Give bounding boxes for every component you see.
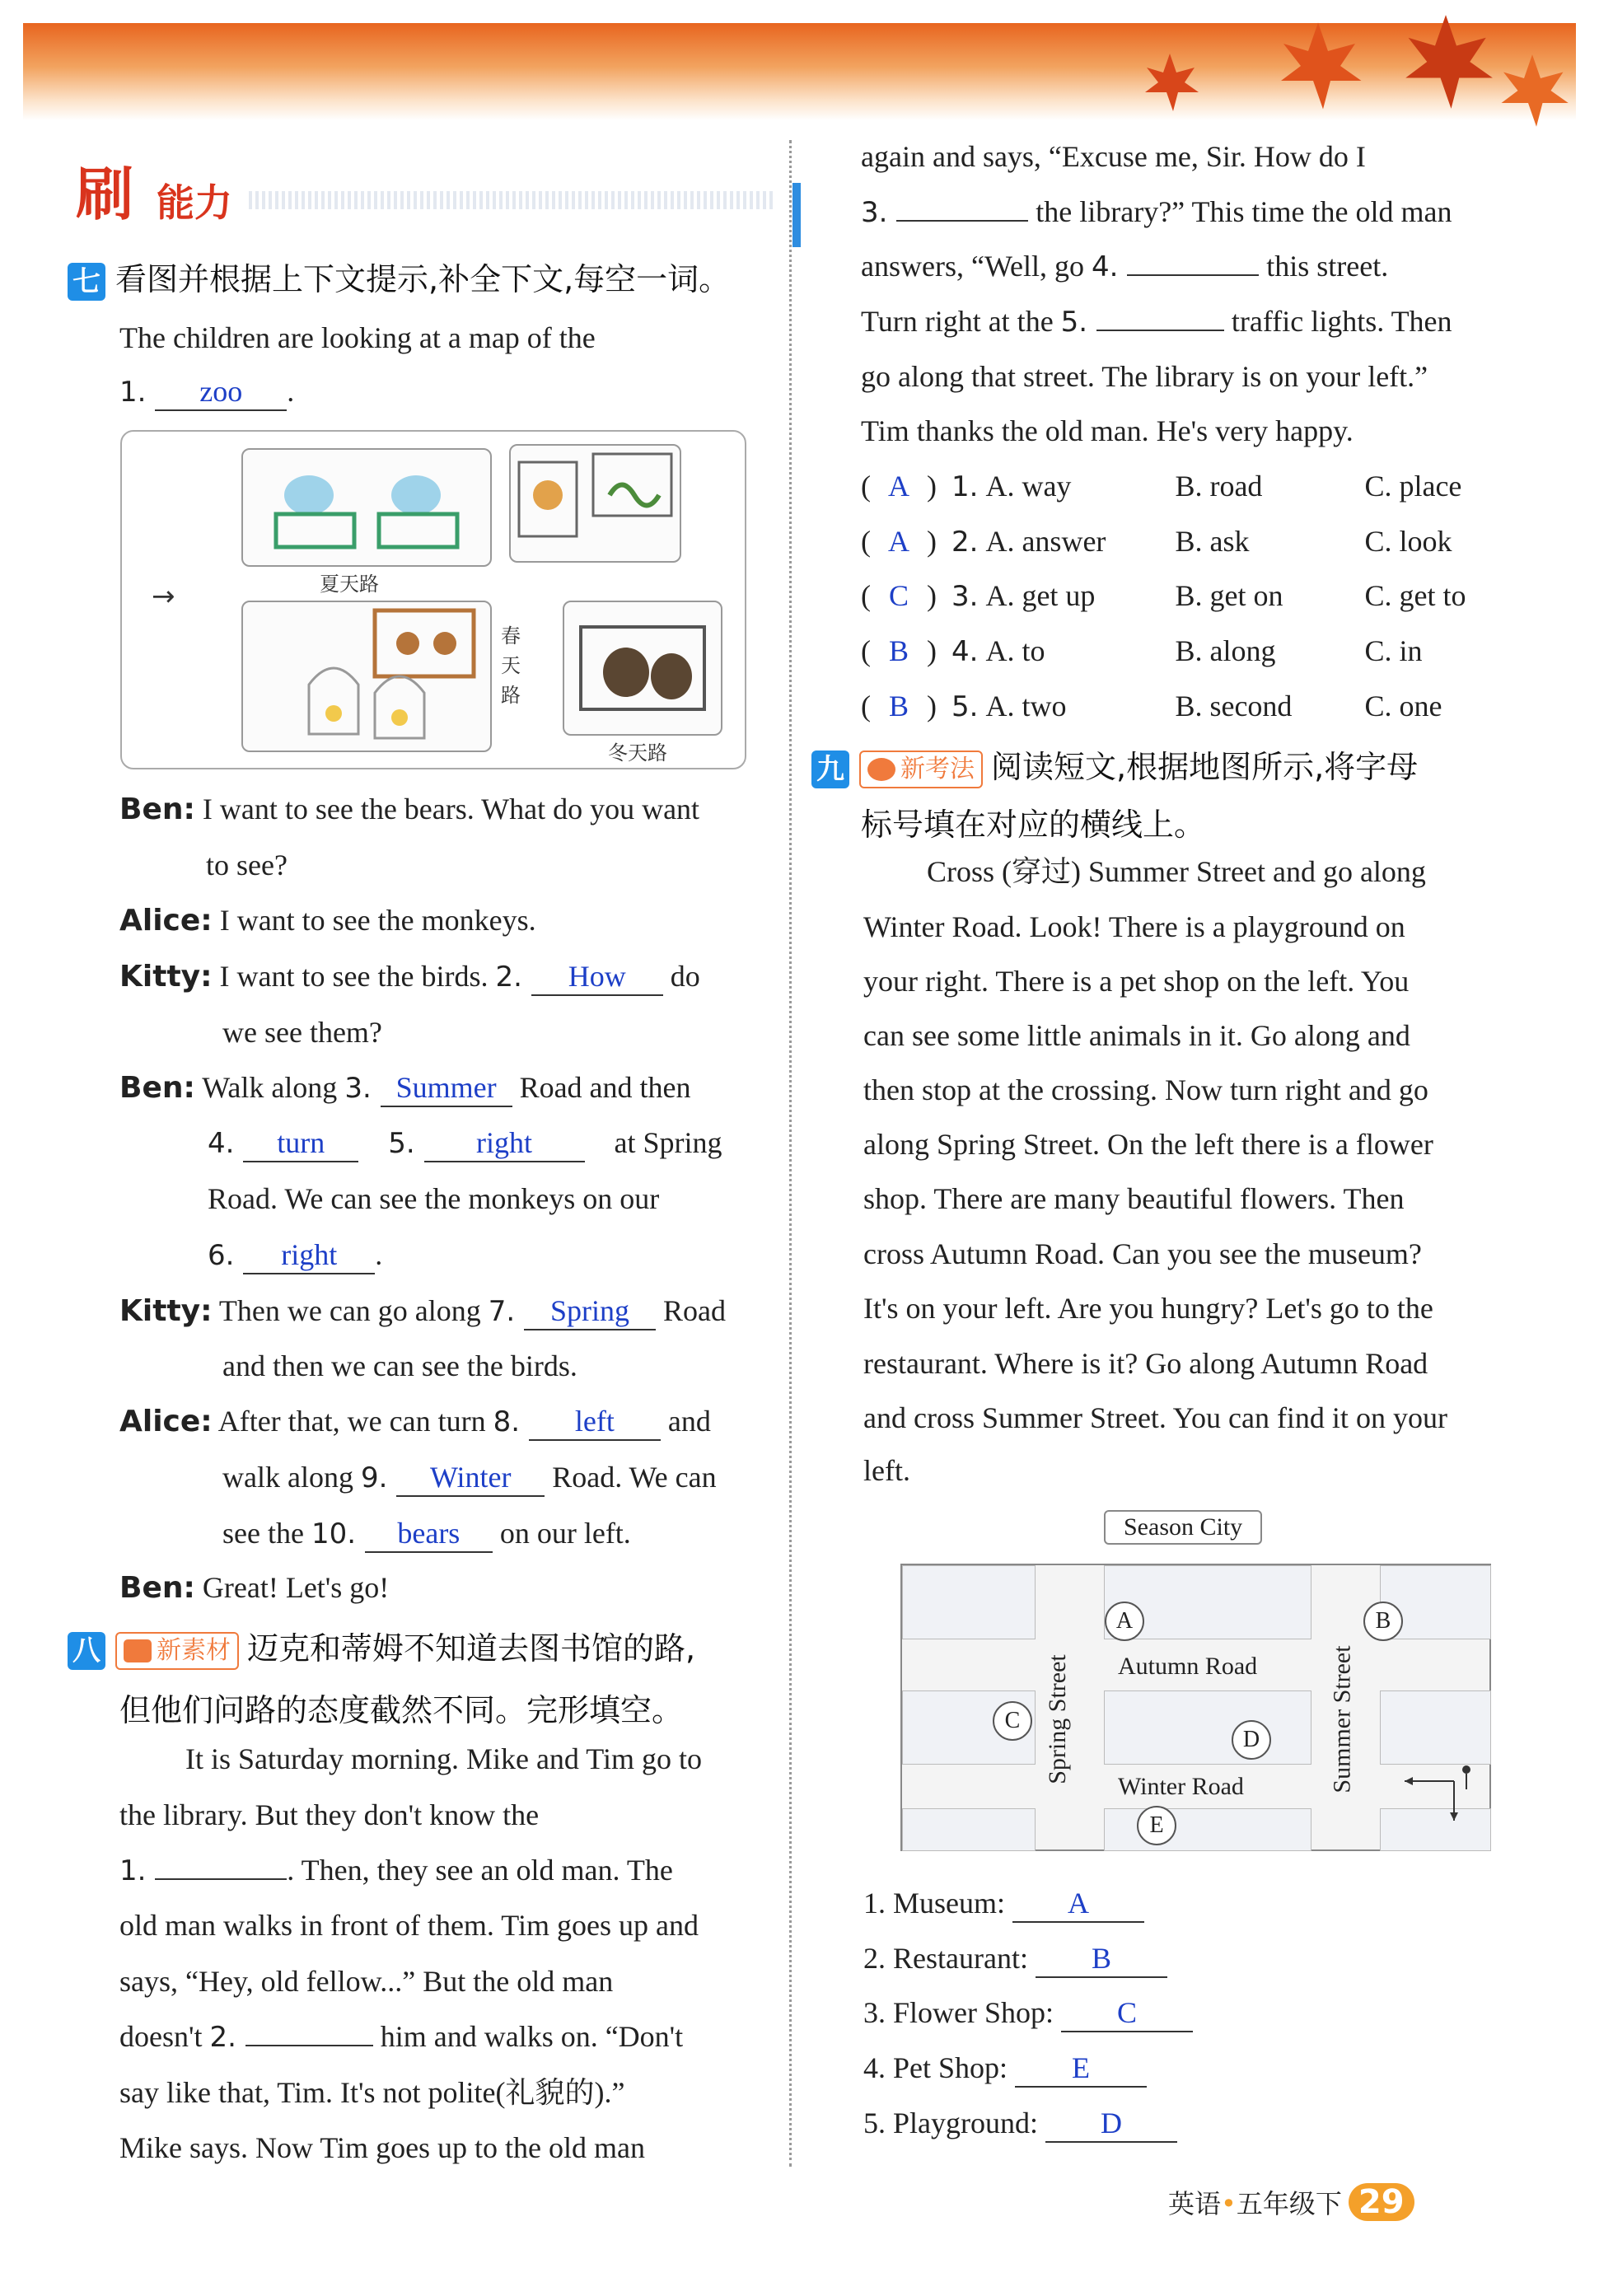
answer-3[interactable]: Summer <box>381 1069 512 1107</box>
footer-subject: 英语 <box>1168 2188 1222 2219</box>
spring-road-label: 春天路 <box>501 624 521 707</box>
answer-7[interactable]: Spring <box>524 1293 656 1330</box>
choice-row[interactable]: ( A ) 2. A. answer B. ask C. look <box>861 525 1452 559</box>
sec8-r3: answers, “Well, go 4. this street. <box>861 250 1389 283</box>
sec9-line: can see some little animals in it. Go along and <box>863 1019 1410 1052</box>
cloze-blank-5[interactable] <box>1096 330 1224 331</box>
sec8-p2: the library. But they don't know the <box>119 1798 540 1831</box>
choice-row[interactable]: ( B ) 5. A. two B. second C. one <box>861 690 1442 723</box>
dialog-line-3: Alice: I want to see the monkeys. <box>119 904 536 938</box>
sec9-answer[interactable]: A <box>1012 1885 1144 1923</box>
autumn-road-label: Autumn Road <box>1118 1653 1258 1680</box>
marker-e: E <box>1137 1806 1176 1845</box>
dialog-line-5: we see them? <box>222 1016 382 1049</box>
choice-row[interactable]: ( B ) 4. A. to B. along C. in <box>861 634 1423 668</box>
column-divider <box>789 140 792 2167</box>
monkey-bird-icon <box>243 602 490 751</box>
choice-row[interactable]: ( C ) 3. A. get up B. get on C. get to <box>861 579 1466 613</box>
brush-char: 刷 <box>76 161 133 228</box>
sec9-answer-row: 4. Pet Shop: E <box>863 2047 1147 2088</box>
sec8-instruction-1: 迈克和蒂姆不知道去图书馆的路, <box>247 1630 696 1667</box>
sec9-line: then stop at the crossing. Now turn right and go <box>863 1073 1428 1106</box>
answer-10[interactable]: bears <box>365 1515 493 1553</box>
cloze-blank-2[interactable] <box>245 2045 373 2046</box>
sec9-heading <box>811 741 1418 788</box>
sec8-heading <box>68 1623 695 1670</box>
cloze-blank-4[interactable] <box>1127 274 1259 276</box>
sec8-number: 八 <box>68 1632 105 1670</box>
sec8-r5: go along that street. The library is on your left.” <box>861 360 1428 393</box>
marker-a: A <box>1105 1602 1144 1641</box>
sec9-line: shop. There are many beautiful flowers. Then <box>863 1182 1405 1215</box>
dialog-line-12: Alice: After that, we can turn 8. left and <box>119 1401 711 1443</box>
sec9-answer[interactable]: C <box>1061 1994 1193 2032</box>
marker-d: D <box>1232 1720 1271 1760</box>
answer-8[interactable]: left <box>529 1403 661 1441</box>
elephant-enclosure <box>241 448 492 567</box>
sec8-r6: Tim thanks the old man. He's very happy. <box>861 414 1354 447</box>
dialog-line-1: Ben: I want to see the bears. What do you want <box>119 793 700 826</box>
sec9-instruction-2: 标号填在对应的横线上。 <box>861 807 1206 843</box>
sec9-answer-row: 1. Museum: A <box>863 1882 1144 1924</box>
sec8-p5: says, “Hey, old fellow...” But the old man <box>119 1965 614 1998</box>
sec8-p1: It is Saturday morning. Mike and Tim go to <box>185 1742 703 1775</box>
dialog-line-6: Ben: Walk along 3. Summer Road and then <box>119 1067 691 1109</box>
sec8-instruction-2: 但他们问路的态度截然不同。完形填空。 <box>119 1692 684 1728</box>
sec9-line: along Spring Street. On the left there is a flower <box>863 1128 1433 1161</box>
dialog-line-10: Kitty: Then we can go along 7. Spring Road <box>119 1290 726 1332</box>
zoo-map <box>120 430 746 769</box>
marker-c: C <box>993 1701 1032 1741</box>
city-map <box>900 1564 1491 1851</box>
dialog-line-7: 4. turn 5. right at Spring <box>208 1122 722 1164</box>
sec9-tag: 新考法 <box>859 751 983 788</box>
sec9-answer-row: 2. Restaurant: B <box>863 1938 1167 1979</box>
spring-street-label: Spring Street <box>1043 1654 1071 1784</box>
answer-1[interactable]: zoo <box>155 373 287 411</box>
cage-enclosure <box>509 444 681 563</box>
maple-leaf-icon <box>1392 8 1499 115</box>
map-block <box>1104 1690 1311 1765</box>
page-footer <box>1168 2183 1414 2221</box>
cloze-blank-3[interactable] <box>896 220 1028 222</box>
answer-5[interactable]: right <box>424 1125 585 1162</box>
sec8-r2: 3. the library?” This time the old man <box>861 195 1452 229</box>
answer-9[interactable]: Winter <box>396 1459 545 1497</box>
dialog-line-11: and then we can see the birds. <box>222 1349 577 1382</box>
sec8-r4: Turn right at the 5. traffic lights. Then <box>861 305 1452 339</box>
sec8-tag: 新素材 <box>115 1632 239 1670</box>
dialog-line-13: walk along 9. Winter Road. We can <box>222 1457 717 1499</box>
answer-6[interactable]: right <box>243 1237 375 1274</box>
map-block <box>1380 1690 1491 1765</box>
sec9-line: It's on your left. Are you hungry? Let's go to the <box>863 1292 1433 1325</box>
sec9-answer-row: 5. Playground: D <box>863 2102 1177 2144</box>
dialog-line-8: Road. We can see the monkeys on our <box>208 1182 660 1215</box>
sec9-line: restaurant. Where is it? Go along Autumn Road <box>863 1347 1428 1380</box>
map-block <box>1104 1808 1311 1851</box>
sec9-line: cross Autumn Road. Can you see the museum? <box>863 1237 1422 1270</box>
flame-icon <box>867 758 895 781</box>
season-city-label: Season City <box>1104 1510 1262 1545</box>
footer-grade: 五年级下 <box>1236 2188 1342 2219</box>
sec7-intro: The children are looking at a map of the <box>119 321 596 354</box>
sec7-blank1-line: 1. zoo . <box>119 371 294 413</box>
sec8-p4: old man walks in front of them. Tim goes up and <box>119 1909 699 1942</box>
header-title: 能力 <box>157 180 232 225</box>
dialog-line-15: Ben: Great! Let's go! <box>119 1571 390 1605</box>
folder-icon <box>124 1639 152 1662</box>
footer-dot: • <box>1221 2188 1237 2219</box>
tiger-snake-icon <box>511 446 680 561</box>
bar-chart-icon <box>792 181 806 247</box>
sec7-heading <box>68 254 730 301</box>
maple-leaf-icon <box>1491 49 1573 132</box>
walking-person-icon <box>1396 1763 1479 1829</box>
elephant-icon <box>243 450 490 565</box>
sec8-r1: again and says, “Excuse me, Sir. How do I <box>861 140 1366 173</box>
sec9-answer[interactable]: E <box>1015 2050 1147 2088</box>
sec9-answer[interactable]: B <box>1036 1940 1167 1978</box>
summer-street-label: Summer Street <box>1328 1645 1356 1793</box>
header-stripe <box>249 191 776 209</box>
map-block <box>902 1808 1036 1851</box>
cloze-blank-1[interactable] <box>155 1878 287 1880</box>
dialog-line-9: 6. right . <box>208 1234 382 1276</box>
map-block <box>902 1565 1036 1639</box>
answer-2[interactable]: How <box>531 958 663 996</box>
maple-leaf-icon <box>1137 49 1203 115</box>
sec8-p7: say like that, Tim. It's not polite(礼貌的).” <box>119 2076 625 2109</box>
dialog-line-2: to see? <box>206 849 288 881</box>
bear-enclosure <box>563 601 722 736</box>
dialog-line-4: Kitty: I want to see the birds. 2. How do <box>119 956 700 998</box>
sec9-line: left. <box>863 1454 910 1487</box>
sec9-line: and cross Summer Street. You can find it on your <box>863 1401 1447 1434</box>
summer-road-label: 夏天路 <box>320 573 379 596</box>
winter-road-label: Winter Road <box>1118 1773 1244 1800</box>
bear-icon <box>564 602 721 734</box>
sec9-instruction-1: 阅读短文,根据地图所示,将字母 <box>991 749 1419 785</box>
sec7-number: 七 <box>68 263 105 301</box>
dialog-line-14: see the 10. bears on our left. <box>222 1513 631 1555</box>
section-header <box>68 148 768 231</box>
maple-leaf-icon <box>1269 16 1368 115</box>
sec8-p8: Mike says. Now Tim goes up to the old man <box>119 2131 646 2164</box>
choice-row[interactable]: ( A ) 1. A. way B. road C. place <box>861 470 1462 503</box>
sec9-line: your right. There is a pet shop on the left. You <box>863 965 1410 998</box>
sec9-answer-row: 3. Flower Shop: C <box>863 1992 1193 2033</box>
sec7-instruction: 看图并根据上下文提示,补全下文,每空一词。 <box>115 261 731 297</box>
map-arrow: → <box>152 580 175 613</box>
page-number: 29 <box>1349 2183 1414 2221</box>
sec9-line: Winter Road. Look! There is a playground on <box>863 910 1405 943</box>
sec9-line: Cross (穿过) Summer Street and go along <box>927 855 1426 888</box>
marker-b: B <box>1363 1602 1403 1641</box>
winter-road-label: 冬天路 <box>608 741 667 765</box>
sec9-number: 九 <box>811 751 849 788</box>
monkey-bird-enclosure <box>241 601 492 752</box>
answer-4[interactable]: turn <box>243 1125 358 1162</box>
sec8-p3: 1. . Then, they see an old man. The <box>119 1854 673 1887</box>
sec8-p6: doesn't 2. him and walks on. “Don't <box>119 2020 684 2054</box>
sec9-answer[interactable]: D <box>1045 2105 1177 2143</box>
